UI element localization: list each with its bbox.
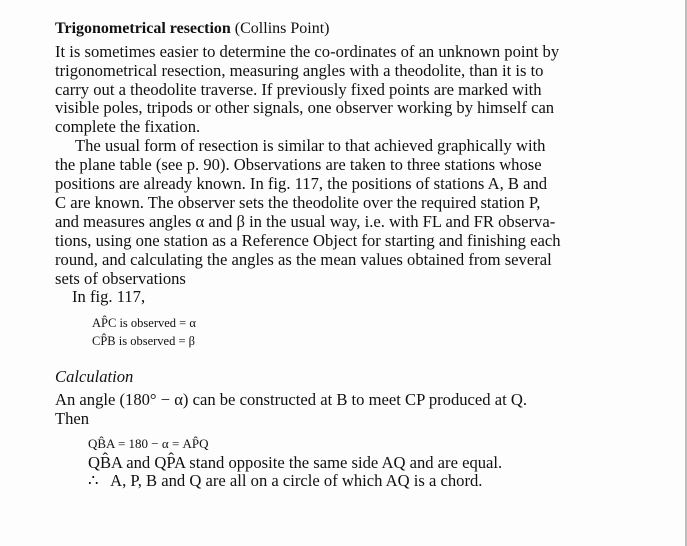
observation-beta: CP̂B is observed = β — [92, 334, 195, 348]
text-line: carry out a theodolite traverse. If previously fixed points are marked with — [55, 80, 542, 99]
text-line: C are known. The observer sets the theodolite over the required station P, — [55, 193, 541, 212]
equation: QB̂A = 180 − α = AP̂Q — [88, 436, 209, 451]
text-line: positions are already known. In fig. 117, the positions of stations A, B and — [55, 174, 548, 193]
text-line: Then — [55, 409, 90, 428]
text-line: and measures angles α and β in the usual way, i.e. with FL and FR observa- — [55, 212, 556, 231]
observation-alpha: AP̂C is observed = α — [92, 316, 196, 330]
text-line: sets of observations — [55, 269, 186, 288]
text-line: the plane table (see p. 90). Observations are taken to three stations whose — [55, 155, 542, 174]
text-line: An angle (180° − α) can be constructed at B to meet CP produced at Q. — [55, 390, 527, 409]
text-line: complete the fixation. — [55, 117, 201, 136]
title-rest: (Collins Point) — [230, 20, 330, 37]
text-line: round, and calculating the angles as the mean values obtained from several — [55, 250, 552, 269]
text-line: ∴ A, P, B and Q are all on a circle of which AQ is a chord. — [88, 471, 483, 490]
text-line: In fig. 117, — [72, 287, 146, 306]
calculation-heading: Calculation — [55, 367, 134, 386]
text-line: The usual form of resection is similar to that achieved graphically with — [75, 136, 546, 155]
text-line: tions, using one station as a Reference Object for starting and finishing each — [55, 231, 561, 250]
text-line: It is sometimes easier to determine the co-ordinates of an unknown point by — [55, 42, 560, 61]
text-line: QB̂A and QP̂A stand opposite the same side AQ and are equal. — [88, 453, 503, 472]
text-line: trigonometrical resection, measuring angles with a theodolite, than it is to — [55, 61, 544, 80]
text-line: visible poles, tripods or other signals, one observer working by himself can — [55, 98, 555, 117]
title-bold: Trigonometrical resection — [55, 20, 231, 37]
section-title — [55, 19, 329, 38]
